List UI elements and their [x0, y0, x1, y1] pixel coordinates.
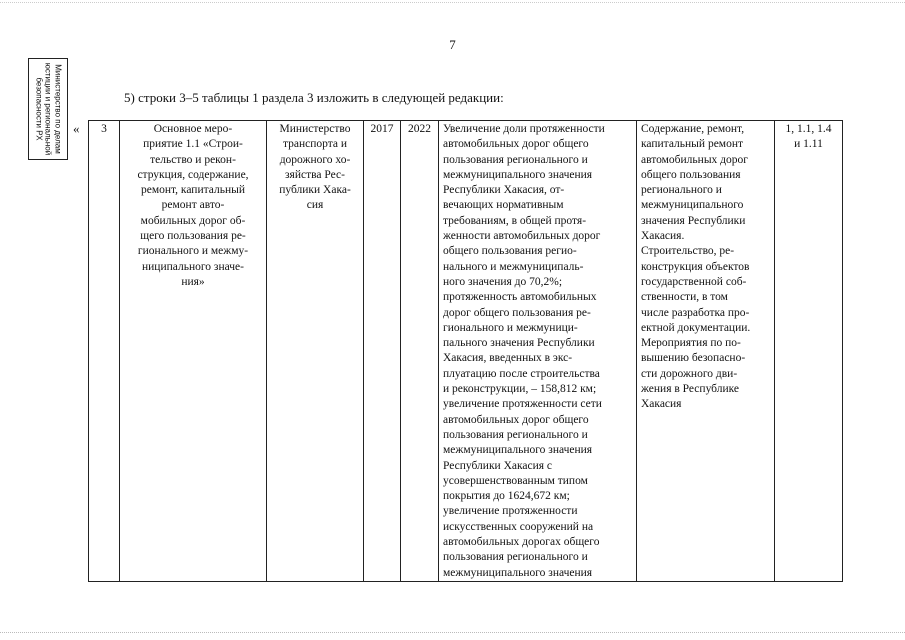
page-number: 7 — [449, 37, 456, 52]
text-line: ного значения до 70,2%; — [443, 275, 563, 288]
activity-name-lines — [124, 122, 262, 290]
expected-results-lines — [443, 122, 632, 581]
text-line: сия — [306, 199, 324, 212]
text-line: увеличение протяженности — [443, 505, 578, 518]
text-line: ремонт авто- — [161, 199, 225, 212]
text-line: гионального и межмуници- — [443, 321, 578, 334]
text-line: 1, 1.1, 1.4 — [785, 123, 832, 135]
text-line: общего пользования — [641, 168, 741, 181]
stamp-line: юстиции и региональной — [43, 62, 53, 156]
text-line: плуатацию после строительства — [443, 367, 600, 380]
text-line: щего пользования ре- — [140, 230, 246, 243]
registration-stamp — [28, 58, 68, 160]
text-line: Хакасия, введенных в экс- — [443, 352, 573, 365]
text-line: приятие 1.1 «Строи- — [143, 138, 243, 151]
text-line: Хакасия. — [641, 230, 685, 243]
text-line: государственной соб- — [641, 275, 747, 288]
text-line: пользования регионального и — [443, 153, 588, 166]
text-line: автомобильных дорог общего — [443, 413, 589, 426]
start-year: 2017 — [370, 123, 394, 135]
text-line: вышению безопасно- — [641, 352, 746, 365]
text-line: межмуниципального значения — [443, 168, 593, 181]
text-line: нального и межмуниципаль- — [443, 260, 584, 273]
organization-lines — [271, 122, 359, 214]
text-line: Республики Хакасия с — [443, 459, 553, 472]
stamp-line: безопасности РХ — [34, 77, 44, 141]
table-row — [89, 121, 843, 582]
opening-quote: « — [73, 121, 80, 136]
indicator-reference-cell — [775, 121, 843, 582]
text-line: усовершенствованным типом — [443, 474, 588, 487]
activity-directions-cell — [637, 121, 775, 582]
activity-name-cell — [120, 121, 267, 582]
text-line: ремонт, капитальный — [140, 184, 245, 197]
activity-directions-lines — [641, 122, 770, 413]
text-line: вечающих нормативным — [443, 199, 564, 212]
text-line: Увеличение доли протяженности — [443, 123, 605, 135]
text-line: гионального и межму- — [137, 245, 249, 258]
text-line: конструкция объектов — [641, 260, 750, 273]
text-line: требованиям, в общей протя- — [443, 214, 587, 227]
text-line: протяженность автомобильных — [443, 291, 597, 304]
text-line: увеличение протяженности сети — [443, 398, 602, 411]
text-line: ственности, в том — [641, 291, 728, 304]
text-line: струкция, содержание, — [137, 168, 249, 181]
text-line: дорог общего пользования ре- — [443, 306, 591, 319]
text-line: пользования регионального и — [443, 428, 588, 441]
text-line: Республики Хакасия, от- — [443, 184, 565, 197]
text-line: тельство и рекон- — [150, 153, 236, 166]
text-line: автомобильных дорог общего — [443, 138, 589, 151]
stamp-line: Министерство по делам — [53, 64, 63, 154]
text-line: автомобильных дорог — [641, 153, 748, 166]
text-line: транспорта и — [282, 138, 348, 151]
text-line: зяйства Рес- — [285, 168, 345, 181]
text-line: межмуниципального — [641, 199, 744, 212]
text-line: Содержание, ремонт, — [641, 123, 745, 135]
stamp-text — [34, 60, 63, 158]
expected-results-cell — [439, 121, 637, 582]
text-line: мобильных дорог об- — [140, 214, 246, 227]
end-year: 2022 — [408, 123, 431, 135]
text-line: и реконструкции, – 158,812 км; — [443, 383, 597, 396]
scan-artifact-top — [0, 2, 905, 4]
row-number: 3 — [101, 123, 107, 135]
text-line: женности автомобильных дорог — [443, 230, 601, 243]
indicator-reference-lines — [779, 122, 838, 153]
text-line: ектной документации. — [641, 321, 751, 334]
text-line: числе разработка про- — [641, 306, 750, 319]
text-line: искусственных сооружений на — [443, 520, 594, 533]
text-line: Хакасия — [641, 398, 682, 411]
text-line: и 1.11 — [794, 138, 823, 151]
text-line: сти дорожного дви- — [641, 367, 738, 380]
text-line: Основное меро- — [153, 123, 233, 135]
text-line: общего пользования регио- — [443, 245, 577, 258]
text-line: пального значения Республики — [443, 337, 595, 350]
text-line: межмуниципального значения — [443, 444, 593, 457]
text-line: жения в Республике — [641, 383, 740, 396]
responsible-organization-cell — [267, 121, 364, 582]
program-table — [88, 120, 843, 582]
row-number-cell — [89, 121, 120, 582]
text-line: ниципального значе- — [142, 260, 244, 273]
text-line: значения Республики — [641, 214, 746, 227]
amendment-instruction: 5) строки 3–5 таблицы 1 раздела 3 изложить в следующей редакции: — [124, 90, 504, 105]
text-line: регионального и — [641, 184, 722, 197]
text-line: капитальный ремонт — [641, 138, 744, 151]
text-line: пользования регионального и — [443, 551, 588, 564]
start-year-cell — [364, 121, 401, 582]
text-line: межмуниципального значения — [443, 566, 593, 579]
text-line: Министерство — [279, 123, 351, 135]
text-line: покрытия до 1624,672 км; — [443, 490, 570, 503]
text-line: публики Хака- — [279, 184, 351, 197]
text-line: Строительство, ре- — [641, 245, 735, 258]
scan-artifact-bottom — [0, 632, 905, 634]
text-line: автомобильных дорогах общего — [443, 536, 600, 549]
text-line: Мероприятия по по- — [641, 337, 741, 350]
text-line: ния» — [181, 275, 205, 288]
end-year-cell — [401, 121, 439, 582]
text-line: дорожного хо- — [279, 153, 351, 166]
